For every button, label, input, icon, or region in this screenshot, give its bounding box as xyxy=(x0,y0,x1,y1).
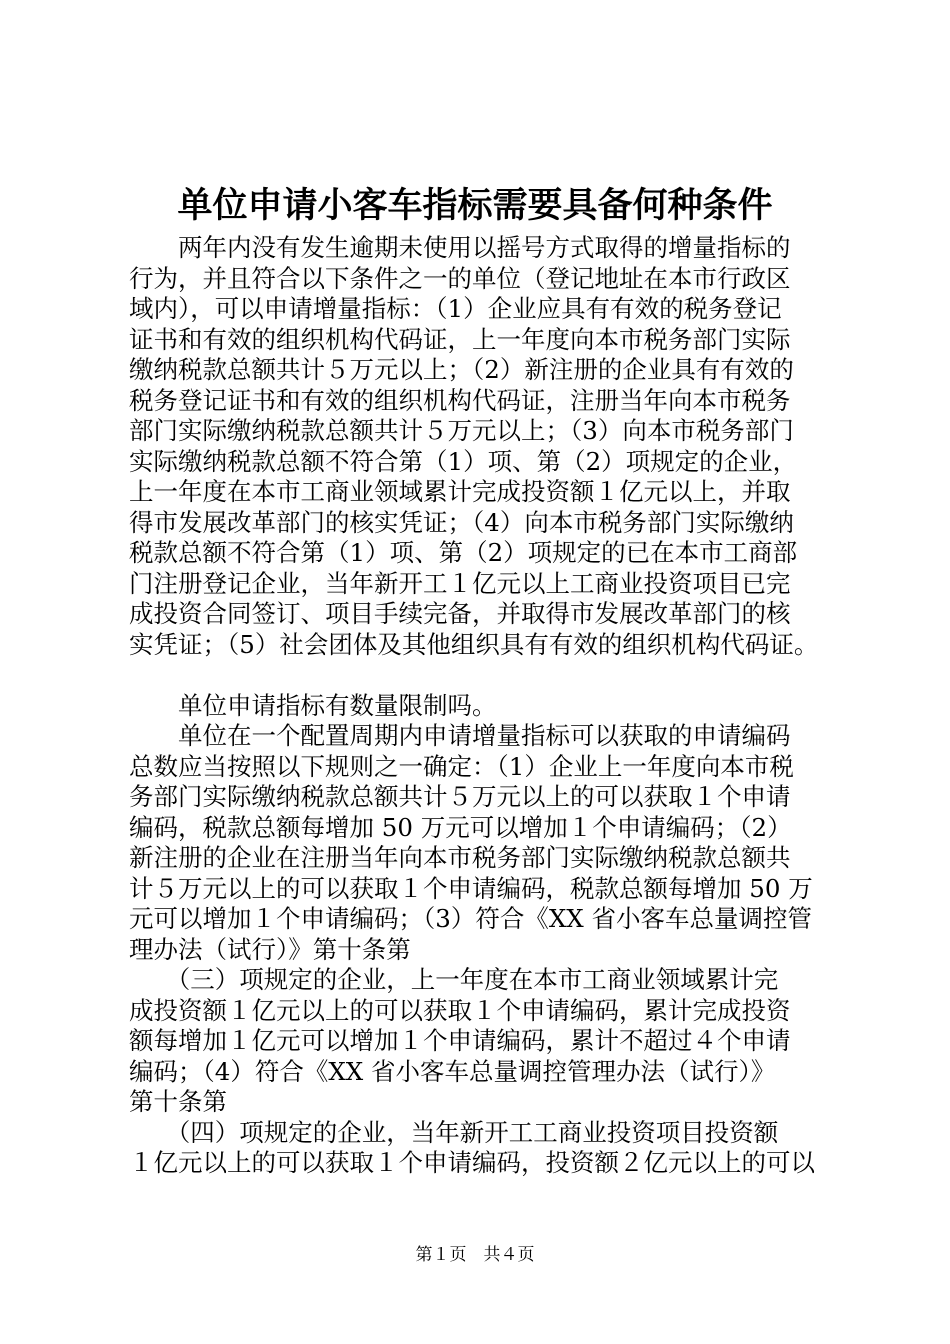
document-title: 单位申请小客车指标需要具备何种条件 xyxy=(177,185,773,226)
text-line: 总数应当按照以下规则之一确定：（1）企业上一年度向本市税 xyxy=(129,751,794,781)
text-line: 税款总额不符合第（1）项、第（2）项规定的已在本市工商部 xyxy=(129,538,798,567)
text-line: 证书和有效的组织机构代码证，上一年度向本市税务部门实际 xyxy=(129,324,791,354)
paragraph xyxy=(129,691,834,722)
text-line: 单位在一个配置周期内申请增量指标可以获取的申请编码 xyxy=(129,721,791,750)
text-line: 实凭证；（5）社会团体及其他组织具有有效的组织机构代码证。 xyxy=(129,629,819,659)
text-line: 税务登记证书和有效的组织机构代码证，注册当年向本市税务 xyxy=(129,385,791,415)
text-line: 行为，并且符合以下条件之一的单位（登记地址在本市行政区 xyxy=(129,263,791,293)
text-line: 新注册的企业在注册当年向本市税务部门实际缴纳税款总额共 xyxy=(129,843,791,872)
text-line: 两年内没有发生逾期未使用以摇号方式取得的增量指标的 xyxy=(129,233,791,262)
text-line: 得市发展改革部门的核实凭证；（4）向本市税务部门实际缴纳 xyxy=(129,507,794,537)
text-line: 编码，税款总额每增加 50 万元可以增加１个申请编码；（2） xyxy=(129,812,792,842)
text-line: 编码；（4）符合《XX 省小客车总量调控管理办法（试行）》 xyxy=(129,1056,776,1086)
text-line: 计５万元以上的可以获取１个申请编码，税款总额每增加 50 万 xyxy=(129,873,813,903)
text-line: 单位申请指标有数量限制吗。 xyxy=(129,690,497,720)
text-line: 门注册登记企业，当年新开工１亿元以上工商业投资项目已完 xyxy=(129,568,791,598)
text-line: 上一年度在本市工商业领域累计完成投资额１亿元以上，并取 xyxy=(129,477,791,506)
text-line: 额每增加１亿元可以增加１个申请编码，累计不超过４个申请 xyxy=(129,1026,791,1055)
text-line: （三）项规定的企业，上一年度在本市工商业领域累计完 xyxy=(129,965,779,994)
text-line: 成投资合同签订、项目手续完备，并取得市发展改革部门的核 xyxy=(129,599,791,628)
text-line: 实际缴纳税款总额不符合第（1）项、第（2）项规定的企业， xyxy=(129,446,798,476)
paragraph xyxy=(129,721,834,965)
paragraph xyxy=(129,1118,834,1179)
text-line: 元可以增加１个申请编码；（3）符合《XX 省小客车总量调控管 xyxy=(129,904,813,933)
text-line: 域内），可以申请增量指标：（1）企业应具有有效的税务登记 xyxy=(129,294,782,323)
text-line: 缴纳税款总额共计５万元以上；（2）新注册的企业具有有效的 xyxy=(129,355,794,384)
text-line: （四）项规定的企业，当年新开工工商业投资项目投资额 xyxy=(129,1117,779,1147)
paragraph xyxy=(129,965,834,1118)
text-line: 成投资额１亿元以上的可以获取１个申请编码，累计完成投资 xyxy=(129,995,791,1025)
paragraph xyxy=(129,233,834,660)
page-footer: 第１页 共４页 xyxy=(415,1245,535,1265)
text-line: 理办法（试行）》第十条第 xyxy=(129,934,411,964)
text-line: 第十条第 xyxy=(129,1087,227,1116)
text-line: １亿元以上的可以获取１个申请编码，投资额２亿元以上的可以 xyxy=(129,1148,815,1177)
document-body xyxy=(129,233,834,1179)
text-line: 务部门实际缴纳税款总额共计５万元以上的可以获取１个申请 xyxy=(129,782,791,811)
text-line: 部门实际缴纳税款总额共计５万元以上；（3）向本市税务部门 xyxy=(129,416,794,445)
